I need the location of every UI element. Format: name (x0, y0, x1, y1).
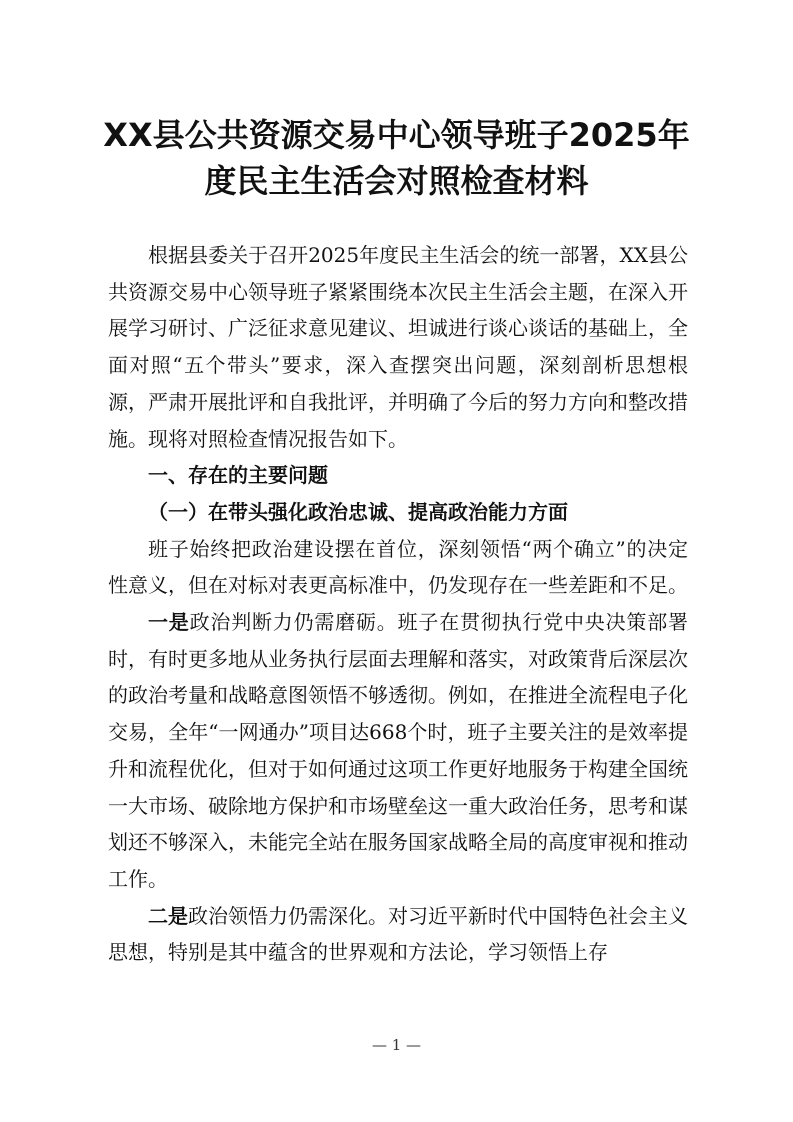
point-two-paragraph (108, 898, 688, 971)
title-line-2: 度民主生活会对照检查材料 (204, 162, 589, 200)
document-body (108, 237, 688, 971)
document-title (95, 112, 698, 204)
summary-paragraph: 班子始终把政治建设摆在首位，深刻领悟“两个确立”的决定性意义，但在对标对表更高标准中，仍发现存在一些差距和不足。 (108, 536, 688, 598)
point-two-text: 政治领悟力仍需深化。对习近平新时代中国特色社会主义思想，特别是其中蕴含的世界观和方法论，学习领悟上存 (108, 903, 688, 965)
point-one-lead: 一是 (148, 610, 190, 635)
point-two-lead: 二是 (148, 903, 188, 928)
subsection-heading: （一）在带头强化政治忠诚、提高政治能力方面 (148, 499, 568, 524)
page-number: — 1 — (371, 1036, 422, 1054)
section-heading: 一、存在的主要问题 (148, 463, 328, 488)
intro-paragraph: 根据县委关于召开2025年度民主生活会的统一部署，XX县公共资源交易中心领导班子紧紧围绕本次民主生活会主题，在深入开展学习研讨、广泛征求意见建议、坦诚进行谈心谈话的基础上，全面对照“五个带头”要求，深入查摆突出问题，深刻剖析思想根源，严肃开展批评和自我批评，并明确了今后的努力方向和整改措施。现将对照检查情况报告如下。 (108, 243, 688, 451)
title-line-1: XX县公共资源交易中心领导班子2025年 (103, 116, 690, 154)
point-one-text: 政治判断力仍需磨砺。班子在贯彻执行党中央决策部署时，有时更多地从业务执行层面去理解和落实，对政策背后深层次的政治考量和战略意图领悟不够透彻。例如，在推进全流程电子化交易，全年“一网通办”项目达668个时，班子主要关注的是效率提升和流程优化，但对于如何通过这项工作更好地服务于构建全国统一大市场、破除地方保护和市场壁垒这一重大政治任务，思考和谋划还不够深入，未能完全站在服务国家战略全局的高度审视和推动工作。 (108, 610, 689, 891)
point-one-paragraph (108, 604, 688, 898)
